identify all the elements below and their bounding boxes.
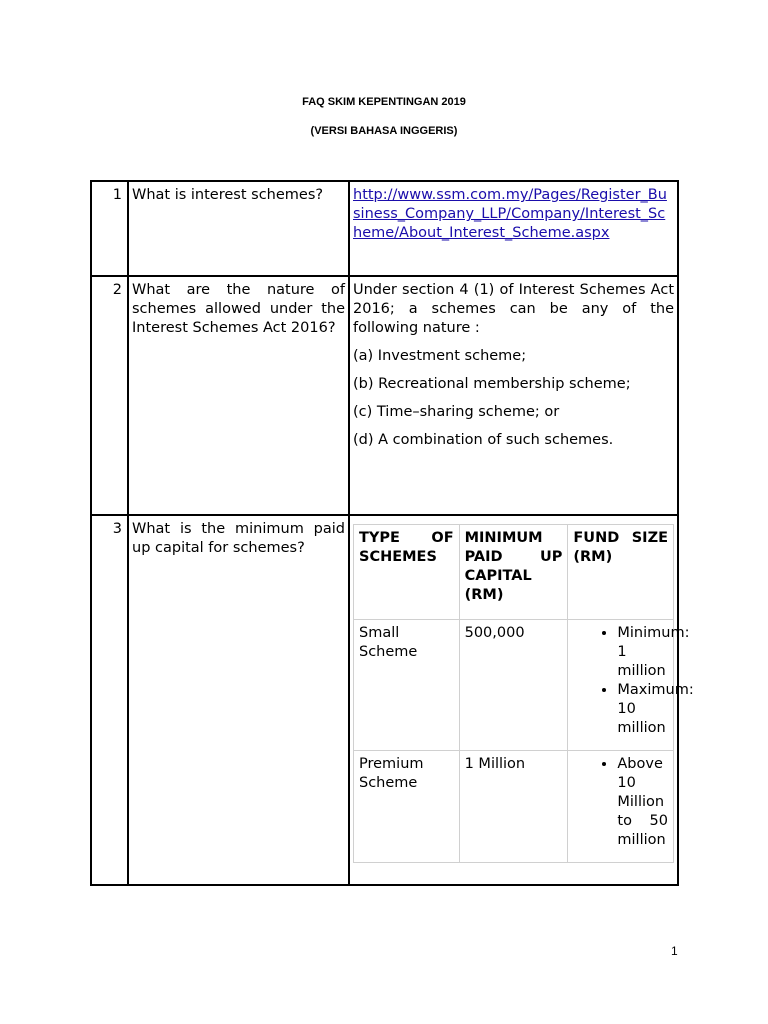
column-header-capital: MINIMUM PAID UP CAPITAL (RM) bbox=[459, 525, 568, 620]
page-number: 1 bbox=[671, 944, 678, 958]
min-capital: 500,000 bbox=[459, 620, 568, 751]
scheme-type: Small Scheme bbox=[354, 620, 460, 751]
faq-row-2 bbox=[91, 276, 678, 515]
row-number: 3 bbox=[91, 515, 128, 885]
min-capital: 1 Million bbox=[459, 751, 568, 863]
row-number: 2 bbox=[91, 276, 128, 515]
fund-size bbox=[568, 751, 674, 863]
answer-item: (a) Investment scheme; bbox=[353, 348, 527, 364]
scheme-type: Premium Scheme bbox=[354, 751, 460, 863]
column-header-fund: FUND SIZE (RM) bbox=[568, 525, 674, 620]
capital-table bbox=[353, 524, 694, 863]
fund-size-item: • Minimum: 1 million bbox=[617, 624, 668, 681]
faq-row-1 bbox=[91, 181, 678, 276]
question-text: What is interest schemes? bbox=[128, 181, 349, 276]
fund-size bbox=[568, 620, 694, 751]
answer-cell bbox=[349, 276, 678, 515]
fund-size-item: • Maximum: 10 million bbox=[617, 681, 668, 738]
interest-scheme-link[interactable]: http://www.ssm.com.my/Pages/Register_Business_Company_LLP/Company/Interest_Scheme/About_Interest_Scheme.aspx bbox=[353, 187, 667, 241]
table-row bbox=[354, 620, 674, 751]
faq-table bbox=[90, 180, 694, 886]
answer-cell bbox=[349, 181, 678, 276]
question-text: What are the nature of schemes allowed under the Interest Schemes Act 2016? bbox=[128, 276, 349, 515]
answer-item: (b) Recreational membership scheme; bbox=[353, 376, 631, 392]
question-text: What is the minimum paid up capital for schemes? bbox=[128, 515, 349, 885]
document-title: FAQ SKIM KEPENTINGAN 2019 bbox=[302, 96, 466, 108]
document-subtitle: (VERSI BAHASA INGGERIS) bbox=[310, 125, 458, 137]
row-number: 1 bbox=[91, 181, 128, 276]
answer-item: (d) A combination of such schemes. bbox=[353, 432, 614, 448]
answer-item: (c) Time–sharing scheme; or bbox=[353, 404, 560, 420]
table-row bbox=[354, 751, 674, 863]
fund-size-item: • Above 10 Million to 50 million bbox=[617, 755, 668, 850]
answer-cell bbox=[349, 515, 694, 885]
column-header-type: TYPE OF SCHEMES bbox=[354, 525, 460, 620]
faq-row-3 bbox=[91, 515, 678, 885]
answer-intro: Under section 4 (1) of Interest Schemes Act 2016; a schemes can be any of the following nature : bbox=[353, 282, 674, 336]
capital-table-header bbox=[354, 525, 674, 620]
